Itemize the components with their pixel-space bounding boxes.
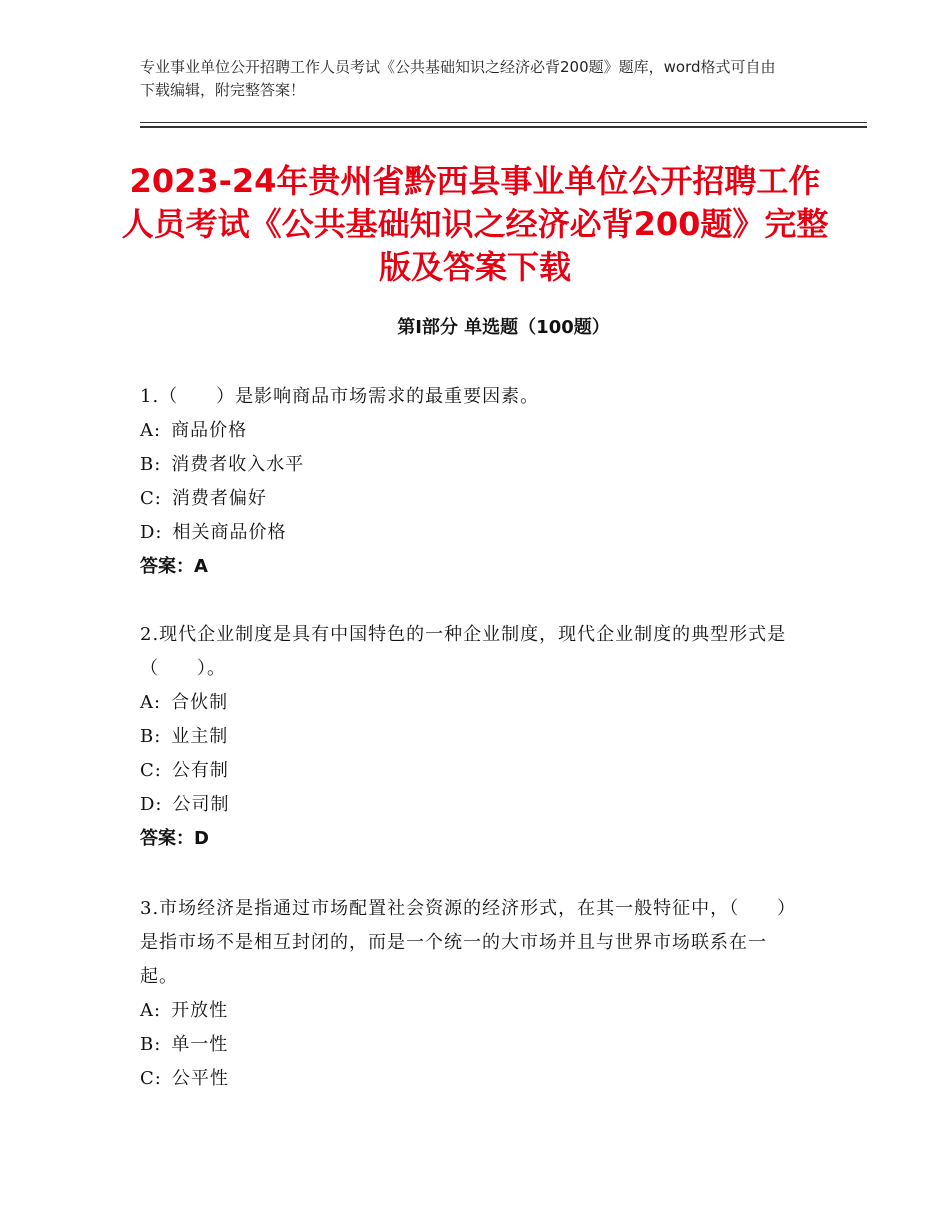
option-text: 公司制: [172, 794, 230, 815]
option-letter: B:: [140, 1034, 162, 1055]
option-letter: C:: [140, 488, 162, 509]
option-letter: C:: [140, 760, 162, 781]
header-note: 专业事业单位公开招聘工作人员考试《公共基础知识之经济必背200题》题库，word格式可自由下载编辑，附完整答案！: [140, 58, 776, 99]
option-text: 相关商品价格: [172, 522, 287, 543]
option-b: [140, 1028, 800, 1062]
option-letter: C:: [140, 1068, 162, 1089]
option-text: 单一性: [171, 1034, 229, 1055]
question-text: 3.市场经济是指通过市场配置社会资源的经济形式，在其一般特征中，（ ）是指市场不是相互封闭的，而是一个统一的大市场并且与世界市场联系在一起。: [140, 898, 797, 987]
option-letter: A:: [140, 420, 162, 441]
option-a: [140, 414, 800, 448]
option-text: 合伙制: [171, 692, 229, 713]
option-text: 消费者偏好: [171, 488, 267, 509]
question-text: 1.（ ）是影响商品市场需求的最重要因素。: [140, 386, 540, 407]
option-a: [140, 994, 800, 1028]
option-c: [140, 754, 800, 788]
option-letter: A:: [140, 1000, 162, 1021]
document-title: 2023-24年贵州省黔西县事业单位公开招聘工作人员考试《公共基础知识之经济必背200题》完整版及答案下载: [121, 162, 829, 286]
option-text: 商品价格: [171, 420, 248, 441]
option-letter: B:: [140, 726, 162, 747]
answer: 答案：A: [140, 556, 208, 577]
question-2: [140, 618, 800, 856]
option-letter: D:: [140, 522, 163, 543]
option-text: 公有制: [171, 760, 229, 781]
option-b: [140, 448, 800, 482]
option-d: [140, 516, 800, 550]
answer: 答案：D: [140, 828, 209, 849]
option-letter: A:: [140, 692, 162, 713]
section-heading: 第Ⅰ部分 单选题（100题）: [397, 317, 610, 338]
option-text: 消费者收入水平: [171, 454, 305, 475]
option-a: [140, 686, 800, 720]
header-rule-thick: [140, 126, 867, 128]
option-text: 开放性: [171, 1000, 229, 1021]
question-text: 2.现代企业制度是具有中国特色的一种企业制度，现代企业制度的典型形式是（ ）。: [140, 624, 787, 679]
header-rule-thin: [140, 122, 867, 123]
option-letter: B:: [140, 454, 162, 475]
option-c: [140, 482, 800, 516]
option-letter: D:: [140, 794, 163, 815]
question-3: [140, 892, 800, 1096]
option-c: [140, 1062, 800, 1096]
question-1: [140, 380, 800, 584]
option-b: [140, 720, 800, 754]
option-text: 公平性: [171, 1068, 229, 1089]
option-d: [140, 788, 800, 822]
option-text: 业主制: [171, 726, 229, 747]
